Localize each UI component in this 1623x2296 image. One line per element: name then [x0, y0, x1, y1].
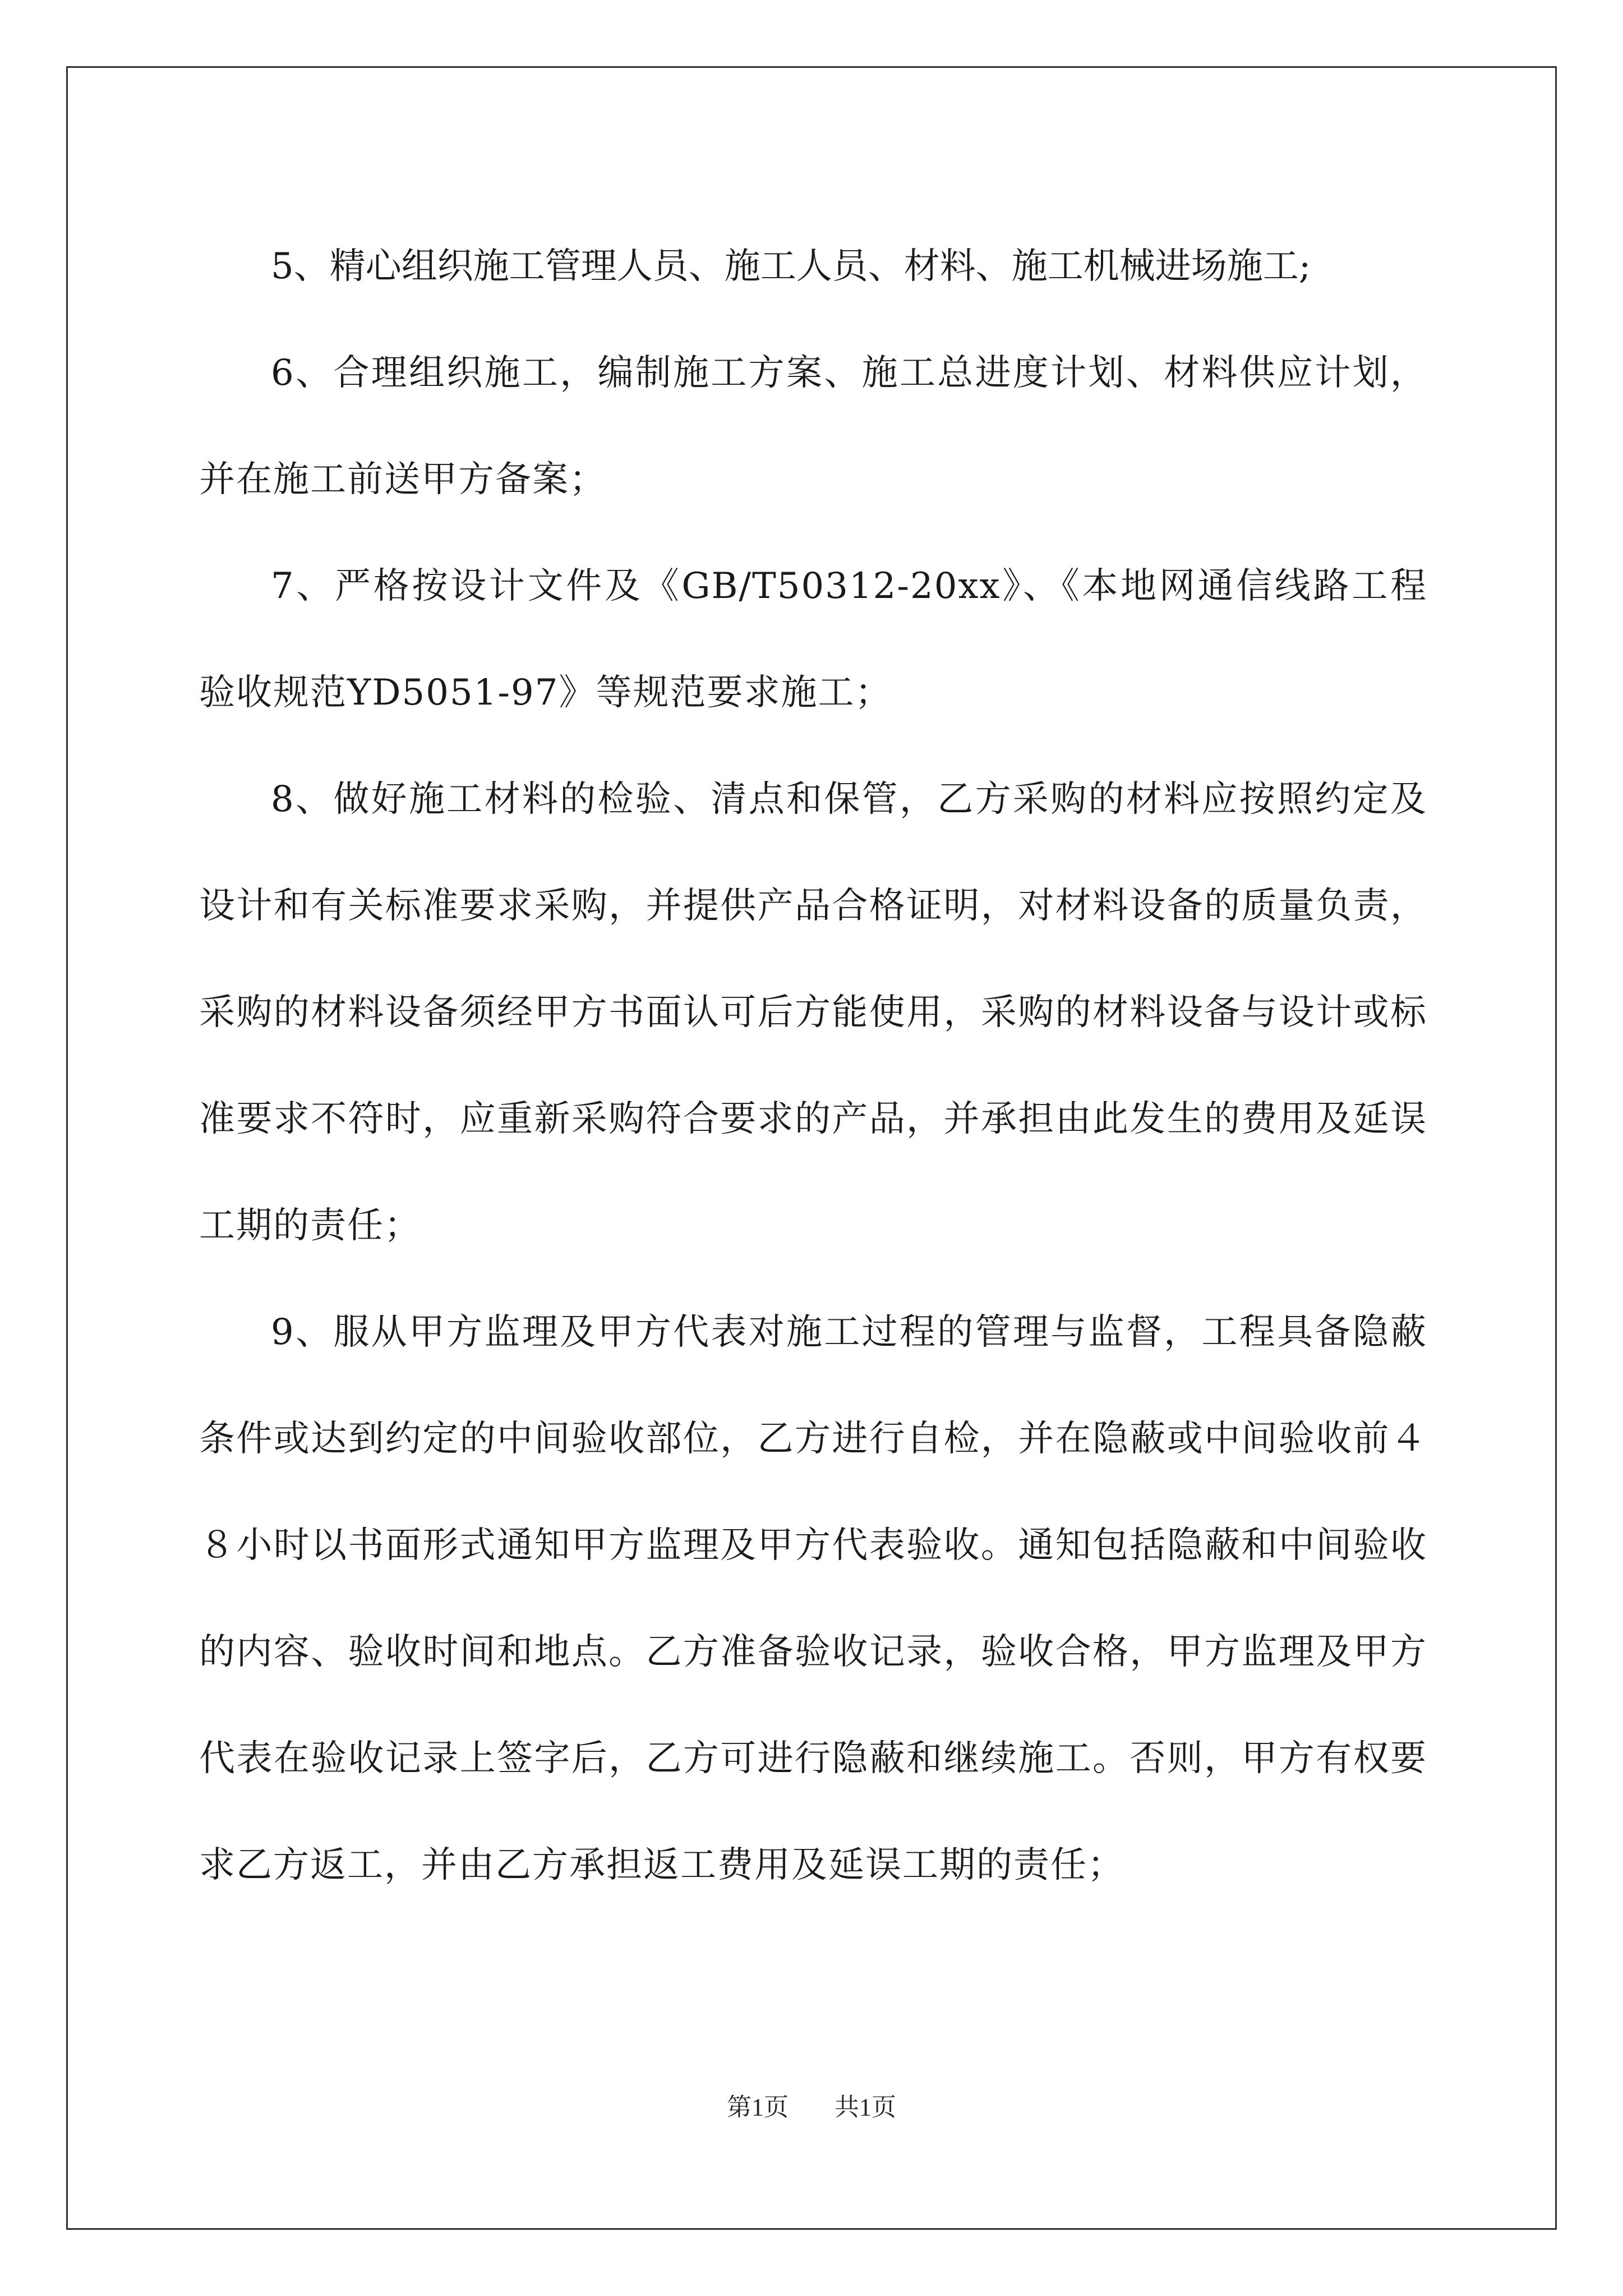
paragraph-item-8: 8、做好施工材料的检验、清点和保管，乙方采购的材料应按照约定及设计和有关标准要求采购，并提供产品合格证明，对材料设备的质量负责，采购的材料设备须经甲方书面认可后方能使用，采购的材料设备与设计或标准要求不符时，应重新采购符合要求的产品，并承担由此发生的费用及延误工期的责任； — [199, 779, 1427, 1246]
page-number: 第1页 — [727, 2093, 789, 2121]
paragraph-item-9: 9、服从甲方监理及甲方代表对施工过程的管理与监督，工程具备隐蔽条件或达到约定的中间验收部位，乙方进行自检，并在隐蔽或中间验收前４８小时以书面形式通知甲方监理及甲方代表验收。通知包括隐蔽和中间验收的内容、验收时间和地点。乙方准备验收记录，验收合格，甲方监理及甲方代表在验收记录上签字后，乙方可进行隐蔽和继续施工。否则，甲方有权要求乙方返工，并由乙方承担返工费用及延误工期的责任； — [199, 1312, 1427, 1886]
paragraph-item-6: 6、合理组织施工，编制施工方案、施工总进度计划、材料供应计划，并在施工前送甲方备案； — [199, 352, 1427, 500]
document-body — [199, 213, 1427, 1918]
paragraph-item-7: 7、严格按设计文件及《GB/T50312-20xx》、《本地网通信线路工程验收规范YD5051-97》等规范要求施工； — [199, 565, 1427, 714]
paragraph-item-5: 5、精心组织施工管理人员、施工人员、材料、施工机械进场施工; — [271, 246, 1311, 287]
page-total: 共1页 — [834, 2093, 896, 2121]
page-footer — [0, 2087, 1623, 2123]
